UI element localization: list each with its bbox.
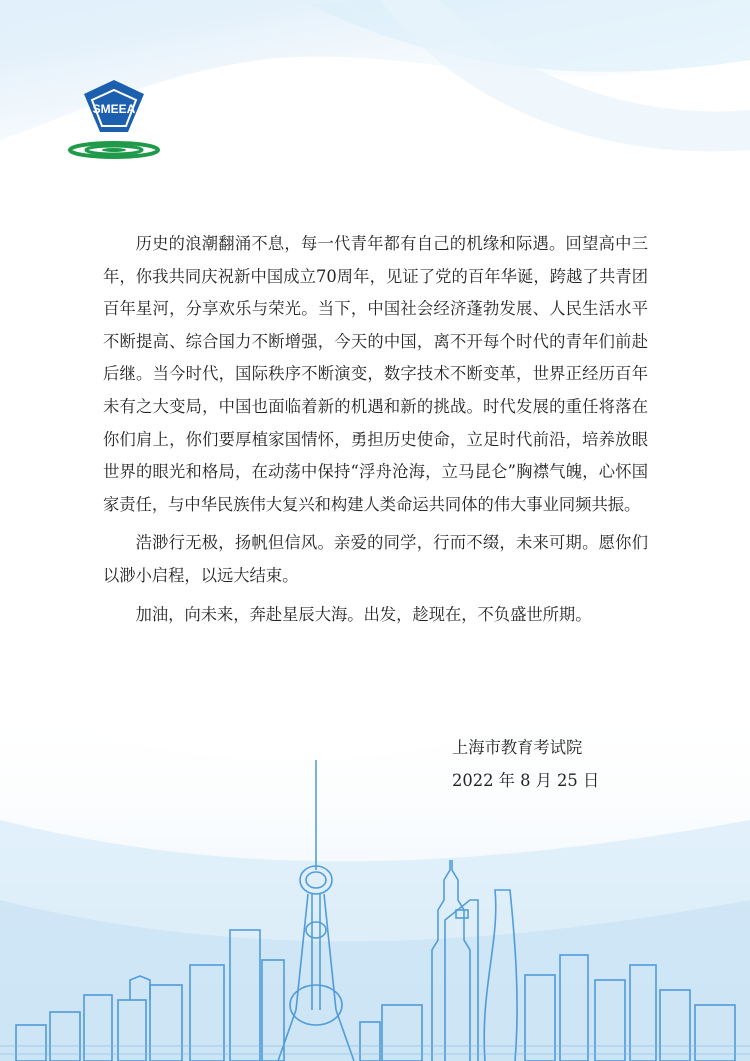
signature-date: 2022 年 8 月 25 日 [452, 770, 600, 790]
letter-paragraph-3: 加油，向未来，奔赴星辰大海。出发，趁现在，不负盛世所期。 [135, 604, 592, 624]
signature-organization: 上海市教育考试院 [452, 738, 583, 757]
smeea-logo [68, 80, 160, 162]
letter-paragraph-2: 浩渺行无极，扬帆但信风。亲爱的同学，行而不缀，未来可期。愿你们以渺小启程，以远大结束。 [103, 533, 648, 585]
logo-text: SMEEA [92, 102, 136, 116]
city-skyline-illustration [0, 750, 750, 1061]
letter-paragraph-1: 历史的浪潮翻涌不息，每一代青年都有自己的机缘和际遇。回望高中三年，你我共同庆祝新中国成立70周年，见证了党的百年华诞，跨越了共青团百年星河，分享欢乐与荣光。当下，中国社会经济蓬勃发展、人民生活水平不断提高、综合国力不断增强，今天的中国，离不开每个时代的青年们前赴后继。当今时代，国际秩序不断演变，数字技术不断变革，世界正经历百年未有之大变局，中国也面临着新的机遇和新的挑战。时代发展的重任将落在你们肩上，你们要厚植家国情怀，勇担历史使命，立足时代前沿，培养放眼世界的眼光和格局，在动荡中保持“浮舟沧海，立马昆仑”胸襟气魄，心怀国家责任，与中华民族伟大复兴和构建人类命运共同体的伟大事业同频共振。 [103, 234, 648, 514]
letter-body [103, 228, 648, 637]
